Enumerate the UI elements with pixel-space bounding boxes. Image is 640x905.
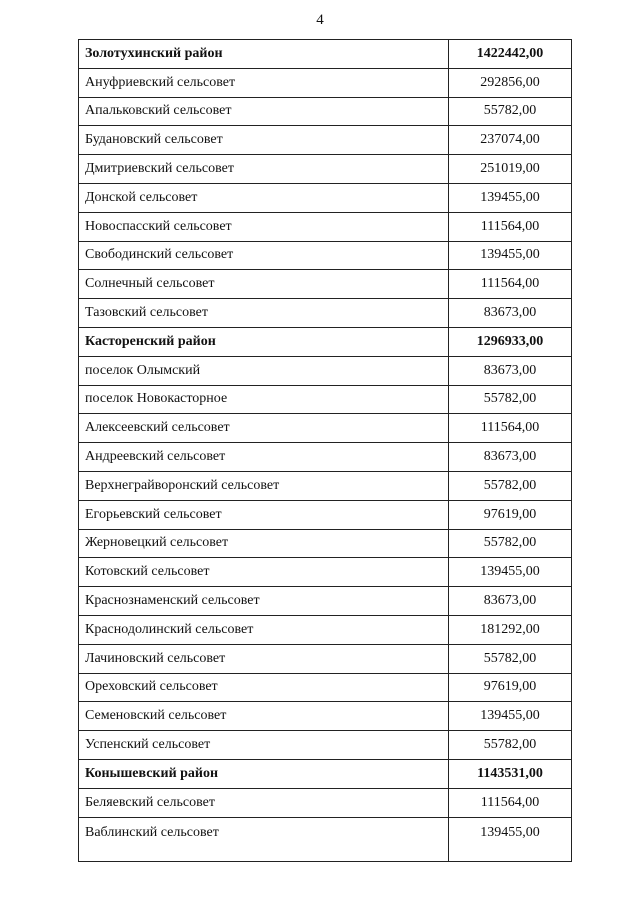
settlement-name-cell: Ваблинский сельсовет (79, 817, 449, 861)
settlement-name-cell: поселок Олымский (79, 356, 449, 385)
amount-cell: 83673,00 (449, 299, 572, 328)
table-row (79, 68, 572, 97)
settlement-name-cell: Апальковский сельсовет (79, 97, 449, 126)
table-row (79, 183, 572, 212)
amount-cell: 111564,00 (449, 270, 572, 299)
settlement-name-cell: Солнечный сельсовет (79, 270, 449, 299)
table-row (79, 817, 572, 861)
table-row (79, 212, 572, 241)
table-row (79, 270, 572, 299)
amount-cell: 83673,00 (449, 443, 572, 472)
settlement-name-cell: Краснознаменский сельсовет (79, 587, 449, 616)
table-row (79, 731, 572, 760)
table-row (79, 587, 572, 616)
settlement-name-cell: Краснодолинский сельсовет (79, 615, 449, 644)
amount-cell: 139455,00 (449, 702, 572, 731)
table-row (79, 385, 572, 414)
amount-cell: 83673,00 (449, 587, 572, 616)
amount-cell: 139455,00 (449, 241, 572, 270)
settlement-name-cell: Семеновский сельсовет (79, 702, 449, 731)
table-row (79, 443, 572, 472)
settlement-name-cell: Будановский сельсовет (79, 126, 449, 155)
settlement-name-cell: Донской сельсовет (79, 183, 449, 212)
table-row (79, 529, 572, 558)
settlement-name-cell: Андреевский сельсовет (79, 443, 449, 472)
settlement-name-cell: Котовский сельсовет (79, 558, 449, 587)
amount-cell: 55782,00 (449, 529, 572, 558)
page-number: 4 (316, 12, 324, 28)
amount-cell: 97619,00 (449, 500, 572, 529)
district-row (79, 759, 572, 788)
amount-cell: 139455,00 (449, 558, 572, 587)
table-row (79, 471, 572, 500)
table-row (79, 414, 572, 443)
table-row (79, 558, 572, 587)
district-amount-cell: 1296933,00 (449, 327, 572, 356)
amount-cell: 97619,00 (449, 673, 572, 702)
settlement-name-cell: Ореховский сельсовет (79, 673, 449, 702)
settlement-name-cell: Жерновецкий сельсовет (79, 529, 449, 558)
settlement-name-cell: Лачиновский сельсовет (79, 644, 449, 673)
table-row (79, 155, 572, 184)
amount-cell: 55782,00 (449, 385, 572, 414)
amount-cell: 181292,00 (449, 615, 572, 644)
amount-cell: 237074,00 (449, 126, 572, 155)
settlement-name-cell: Тазовский сельсовет (79, 299, 449, 328)
table-row (79, 356, 572, 385)
settlement-name-cell: Егорьевский сельсовет (79, 500, 449, 529)
table-row (79, 500, 572, 529)
district-name-cell: Золотухинский район (79, 40, 449, 69)
district-name-cell: Конышевский район (79, 759, 449, 788)
amount-cell: 111564,00 (449, 212, 572, 241)
amount-cell: 292856,00 (449, 68, 572, 97)
table-row (79, 615, 572, 644)
table-row (79, 644, 572, 673)
settlement-name-cell: Верхнеграйворонский сельсовет (79, 471, 449, 500)
settlement-name-cell: поселок Новокасторное (79, 385, 449, 414)
table-row (79, 702, 572, 731)
district-row (79, 40, 572, 69)
amount-cell: 139455,00 (449, 817, 572, 861)
table-body (79, 40, 572, 862)
amount-cell: 55782,00 (449, 644, 572, 673)
amount-cell: 251019,00 (449, 155, 572, 184)
settlement-name-cell: Новоспасский сельсовет (79, 212, 449, 241)
amount-cell: 55782,00 (449, 471, 572, 500)
settlement-name-cell: Дмитриевский сельсовет (79, 155, 449, 184)
district-row (79, 327, 572, 356)
settlement-name-cell: Свободинский сельсовет (79, 241, 449, 270)
table-row (79, 97, 572, 126)
amount-cell: 83673,00 (449, 356, 572, 385)
amount-cell: 55782,00 (449, 97, 572, 126)
amount-cell: 55782,00 (449, 731, 572, 760)
table-row (79, 126, 572, 155)
amount-cell: 139455,00 (449, 183, 572, 212)
settlement-name-cell: Алексеевский сельсовет (79, 414, 449, 443)
settlement-name-cell: Успенский сельсовет (79, 731, 449, 760)
settlement-name-cell: Ануфриевский сельсовет (79, 68, 449, 97)
amount-cell: 111564,00 (449, 414, 572, 443)
allocation-table (78, 39, 572, 862)
table-row (79, 241, 572, 270)
settlement-name-cell: Беляевский сельсовет (79, 788, 449, 817)
district-name-cell: Касторенский район (79, 327, 449, 356)
district-amount-cell: 1143531,00 (449, 759, 572, 788)
table-row (79, 299, 572, 328)
table-row (79, 788, 572, 817)
district-amount-cell: 1422442,00 (449, 40, 572, 69)
table-row (79, 673, 572, 702)
amount-cell: 111564,00 (449, 788, 572, 817)
